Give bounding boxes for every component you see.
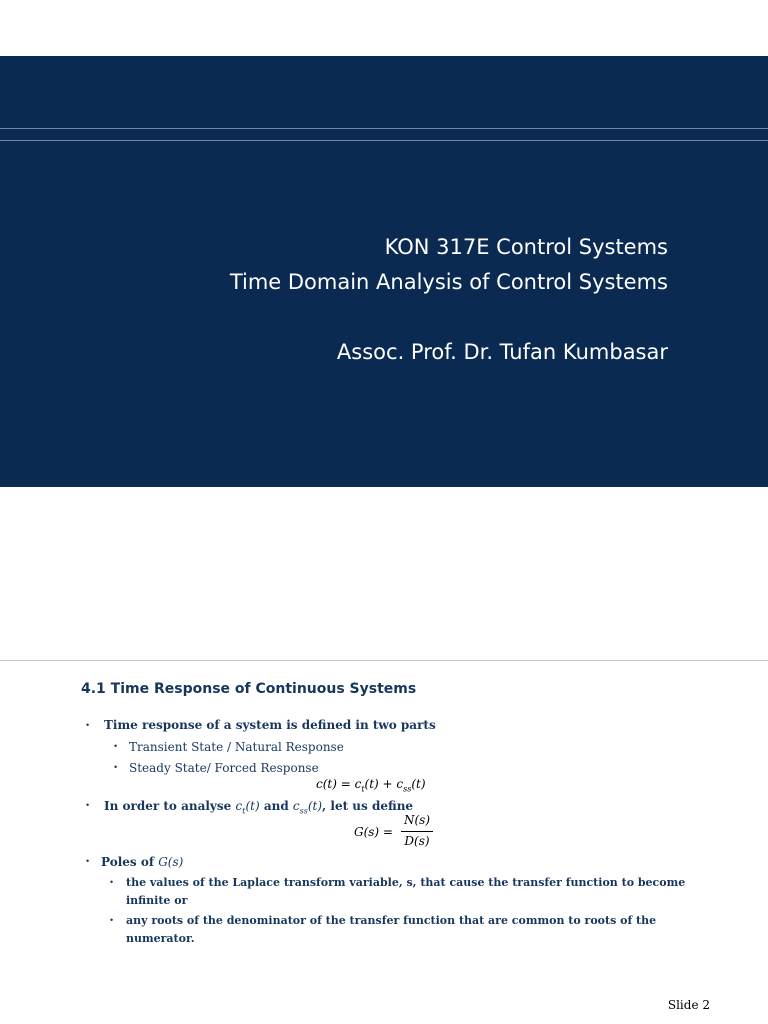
fraction-numerator: N(s) <box>403 813 431 827</box>
bullet-time-response: Time response of a system is defined in two parts <box>104 718 436 732</box>
sub-bullet-dot: • <box>110 915 114 925</box>
sub-bullet-transient: Transient State / Natural Response <box>129 740 344 754</box>
bullet-dot: • <box>86 856 90 866</box>
bullet-dot: • <box>86 720 90 730</box>
math-css: $c_{ss}(t)$ <box>292 799 323 816</box>
title-block <box>230 230 668 370</box>
equation-transfer-lhs: G(s) = <box>354 825 393 839</box>
bullet-poles: Poles of G(s) <box>101 855 184 869</box>
slide-number: Slide 2 <box>667 998 710 1012</box>
equation-response-sum: $c(t) = c_t(t) + c_{ss}(t)$ <box>316 777 426 794</box>
sub-bullet-steady-state: Steady State/ Forced Response <box>129 761 319 775</box>
sub-bullet-dot: • <box>110 877 114 887</box>
math-ct: $c_t(t)$ <box>235 799 260 816</box>
sub-bullet-laplace-values: the values of the Laplace transform variable, s, that cause the transfer function to become infinite or <box>126 876 686 907</box>
course-title: KON 317E Control Systems <box>384 235 668 259</box>
sub-bullet-dot: • <box>114 762 118 772</box>
banner-rule-bottom <box>0 140 768 141</box>
bullet-dot: • <box>86 800 90 810</box>
bullet-analyse: In order to analyse $c_t(t)$ and $c_{ss}(t)$, let us define <box>104 799 414 816</box>
section-heading: 4.1 Time Response of Continuous Systems <box>81 681 417 697</box>
banner-rule-top <box>0 128 768 129</box>
sub-bullet-dot: • <box>114 741 118 751</box>
fraction-denominator: D(s) <box>404 834 430 848</box>
author-name: Assoc. Prof. Dr. Tufan Kumbasar <box>336 340 668 364</box>
lecture-title: Time Domain Analysis of Control Systems <box>229 270 668 294</box>
slide-divider <box>0 660 768 661</box>
math-gs: G(s) <box>158 855 184 869</box>
fraction-bar <box>401 831 433 832</box>
sub-bullet-denominator-roots: any roots of the denominator of the transfer function that are common to roots of the numerator. <box>126 914 657 945</box>
